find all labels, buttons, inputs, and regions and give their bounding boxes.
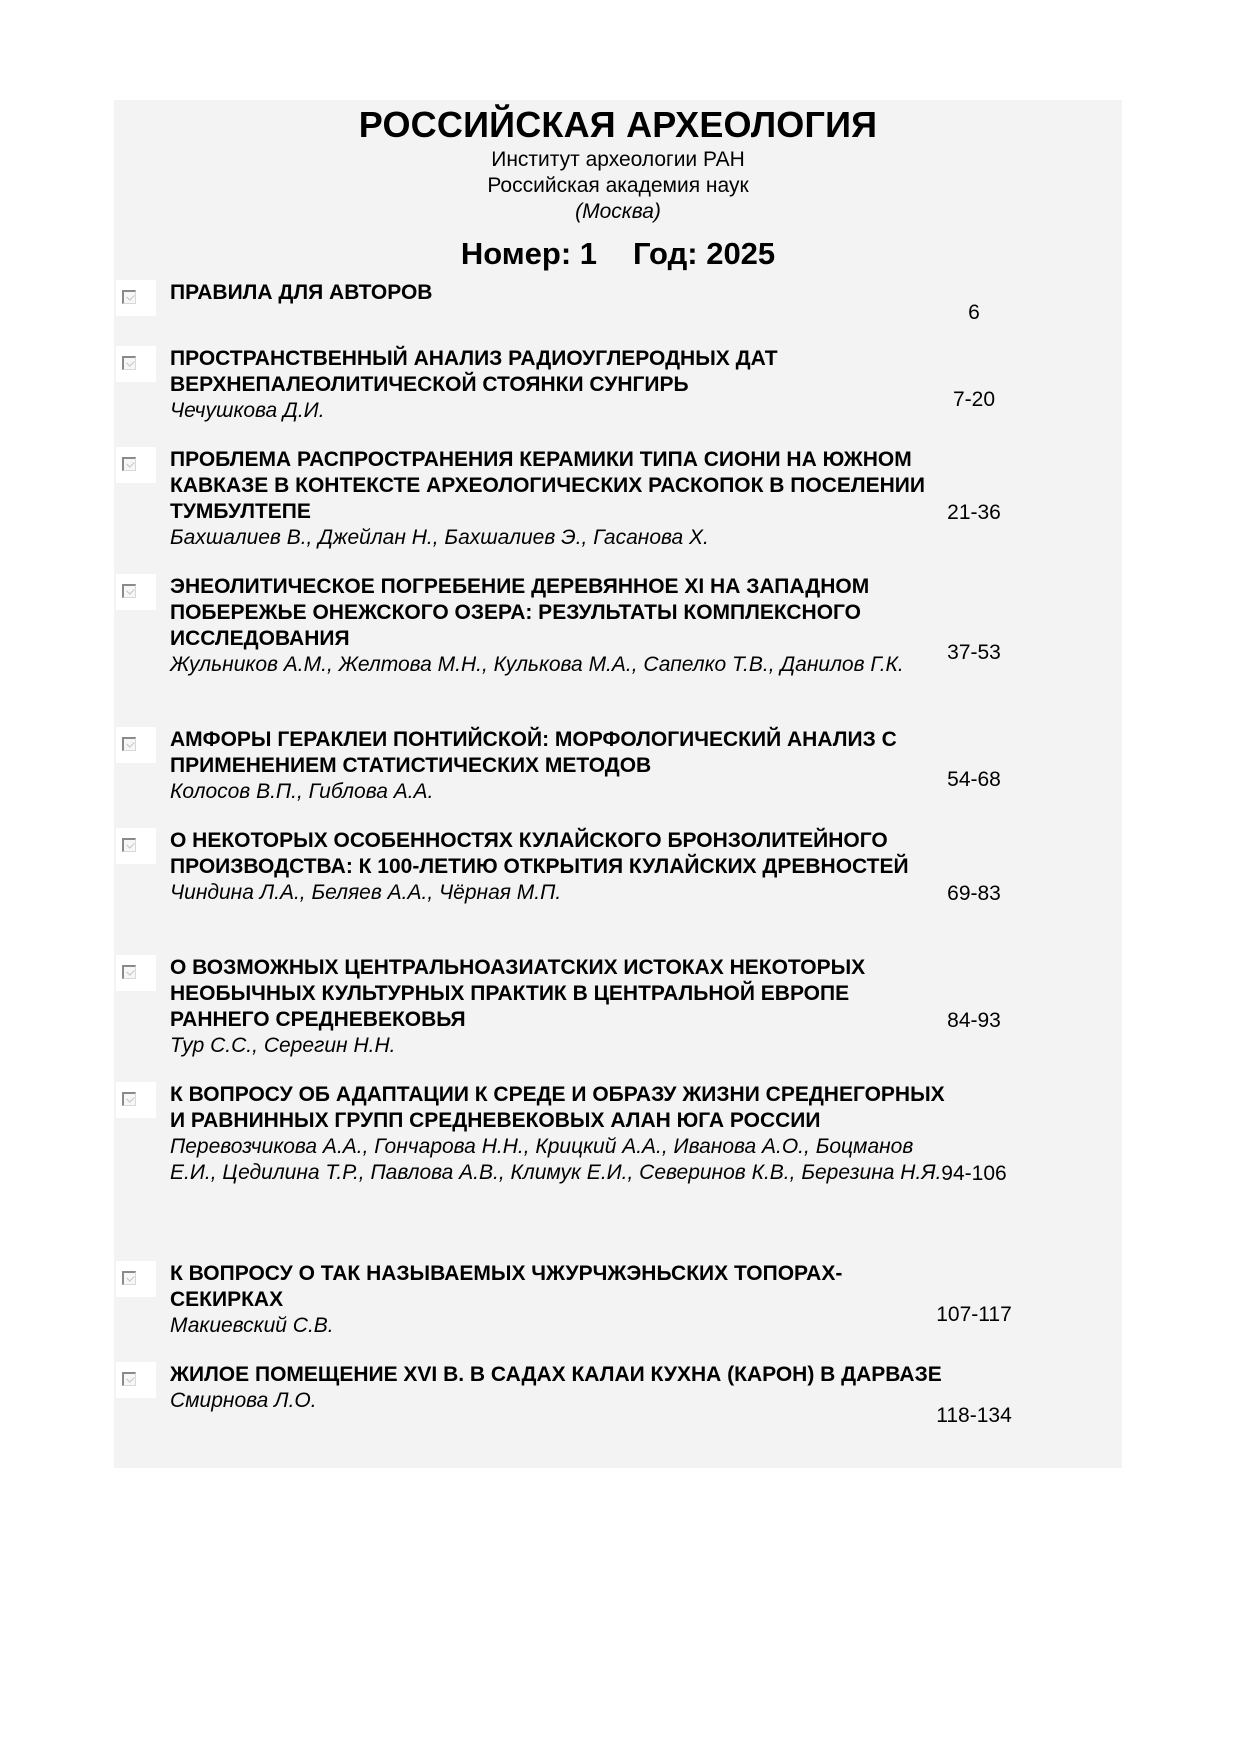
entry-text [170, 1261, 950, 1339]
checkbox-cell[interactable] [116, 727, 156, 763]
article-authors: Чиндина Л.А., Беляев А.А., Чёрная М.П. [170, 881, 562, 904]
issue-info [114, 235, 1122, 273]
academy-name: Российская академия наук [487, 174, 749, 197]
institute-name: Институт археологии РАН [491, 148, 745, 171]
article-authors: Бахшалиев В., Джейлан Н., Бахшалиев Э., Гасанова Х. [170, 526, 709, 549]
article-pages: 21-36 [947, 501, 1001, 524]
article-authors: Перевозчикова А.А., Гончарова Н.Н., Крицкий А.А., Иванова А.О., Боцманов Е.И., Цедилина Т.Р., Павлова А.В., Климук Е.И., Северинов К.В., Березина Н.Я. [170, 1135, 942, 1184]
checkbox-cell[interactable] [116, 955, 156, 991]
checkbox-cell[interactable] [116, 828, 156, 864]
article-pages: 84-93 [947, 1009, 1001, 1032]
checkbox-icon[interactable] [122, 356, 136, 370]
article-authors: Смирнова Л.О. [170, 1389, 317, 1412]
issue-number: Номер: 1 [460, 236, 598, 271]
article-pages: 69-83 [947, 882, 1001, 905]
checkbox-cell[interactable] [116, 1261, 156, 1297]
article-title[interactable]: ЭНЕОЛИТИЧЕСКОЕ ПОГРЕБЕНИЕ ДЕРЕВЯННОЕ XI НА ЗАПАДНОМ ПОБЕРЕЖЬЕ ОНЕЖСКОГО ОЗЕРА: РЕЗУЛЬТАТЫ КОМПЛЕКСНОГО ИССЛЕДОВАНИЯ [170, 575, 870, 650]
article-pages: 37-53 [947, 641, 1001, 664]
checkbox-icon[interactable] [122, 1271, 136, 1285]
article-pages: 6 [968, 301, 980, 324]
article-pages: 7-20 [952, 388, 996, 411]
issue-year: Год: 2025 [633, 236, 776, 271]
article-title[interactable]: АМФОРЫ ГЕРАКЛЕИ ПОНТИЙСКОЙ: МОРФОЛОГИЧЕСКИЙ АНАЛИЗ С ПРИМЕНЕНИЕМ СТАТИСТИЧЕСКИХ МЕТОДОВ [170, 728, 897, 777]
article-authors: Колосов В.П., Гиблова А.А. [170, 780, 434, 803]
entry-text [170, 1362, 950, 1414]
article-title[interactable]: О ВОЗМОЖНЫХ ЦЕНТРАЛЬНОАЗИАТСКИХ ИСТОКАХ НЕКОТОРЫХ НЕОБЫЧНЫХ КУЛЬТУРНЫХ ПРАКТИК В ЦЕНТРАЛЬНОЙ ЕВРОПЕ РАННЕГО СРЕДНЕВЕКОВЬЯ [170, 956, 866, 1031]
entry-text [170, 574, 950, 678]
journal-header [114, 103, 1122, 273]
article-title[interactable]: ЖИЛОЕ ПОМЕЩЕНИЕ XVI В. В САДАХ КАЛАИ КУХНА (КАРОН) В ДАРВАЗЕ [170, 1363, 942, 1386]
article-title[interactable]: ПРОСТРАНСТВЕННЫЙ АНАЛИЗ РАДИОУГЛЕРОДНЫХ ДАТ ВЕРХНЕПАЛЕОЛИТИЧЕСКОЙ СТОЯНКИ СУНГИРЬ [170, 347, 778, 396]
checkbox-icon[interactable] [122, 457, 136, 471]
checkbox-icon[interactable] [122, 838, 136, 852]
article-pages: 118-134 [936, 1404, 1012, 1427]
toc-panel [114, 100, 1122, 1468]
checkbox-icon[interactable] [122, 1092, 136, 1106]
entry-text [170, 955, 950, 1059]
checkbox-cell[interactable] [116, 574, 156, 610]
checkbox-icon[interactable] [122, 1372, 136, 1386]
article-title[interactable]: ПРОБЛЕМА РАСПРОСТРАНЕНИЯ КЕРАМИКИ ТИПА СИОНИ НА ЮЖНОМ КАВКАЗЕ В КОНТЕКСТЕ АРХЕОЛОГИЧЕСКИХ РАСКОПОК В ПОСЕЛЕНИИ ТУМБУЛТЕПЕ [170, 448, 925, 523]
article-title[interactable]: ПРАВИЛА ДЛЯ АВТОРОВ [170, 281, 433, 304]
article-title[interactable]: О НЕКОТОРЫХ ОСОБЕННОСТЯХ КУЛАЙСКОГО БРОНЗОЛИТЕЙНОГО ПРОИЗВОДСТВА: К 100-ЛЕТИЮ ОТКРЫТИЯ КУЛАЙСКИХ ДРЕВНОСТЕЙ [170, 829, 909, 878]
checkbox-cell[interactable] [116, 1082, 156, 1118]
article-authors: Чечушкова Д.И. [170, 399, 325, 422]
city-name: (Москва) [575, 200, 661, 223]
journal-title: РОССИЙСКАЯ АРХЕОЛОГИЯ [358, 104, 878, 145]
article-authors: Тур С.С., Серегин Н.Н. [170, 1034, 396, 1057]
entry-text [170, 1082, 950, 1186]
article-pages: 94-106 [941, 1162, 1007, 1185]
entry-text [170, 447, 950, 551]
entry-text [170, 346, 950, 424]
article-pages: 54-68 [947, 768, 1001, 791]
entry-text [170, 828, 950, 906]
checkbox-cell[interactable] [116, 280, 156, 316]
article-authors: Жульников А.М., Желтова М.Н., Кулькова М.А., Сапелко Т.В., Данилов Г.К. [170, 653, 904, 676]
article-authors: Макиевский С.В. [170, 1314, 334, 1337]
checkbox-icon[interactable] [122, 965, 136, 979]
checkbox-cell[interactable] [116, 447, 156, 483]
article-title[interactable]: К ВОПРОСУ О ТАК НАЗЫВАЕМЫХ ЧЖУРЧЖЭНЬСКИХ ТОПОРАХ-СЕКИРКАХ [170, 1262, 843, 1311]
article-title[interactable]: К ВОПРОСУ ОБ АДАПТАЦИИ К СРЕДЕ И ОБРАЗУ ЖИЗНИ СРЕДНЕГОРНЫХ И РАВНИННЫХ ГРУПП СРЕДНЕВЕКОВЫХ АЛАН ЮГА РОССИИ [170, 1083, 945, 1132]
checkbox-icon[interactable] [122, 290, 136, 304]
checkbox-icon[interactable] [122, 584, 136, 598]
article-pages: 107-117 [936, 1303, 1012, 1326]
checkbox-cell[interactable] [116, 1362, 156, 1398]
checkbox-cell[interactable] [116, 346, 156, 382]
checkbox-icon[interactable] [122, 737, 136, 751]
entry-text [170, 280, 950, 306]
entry-text [170, 727, 950, 805]
